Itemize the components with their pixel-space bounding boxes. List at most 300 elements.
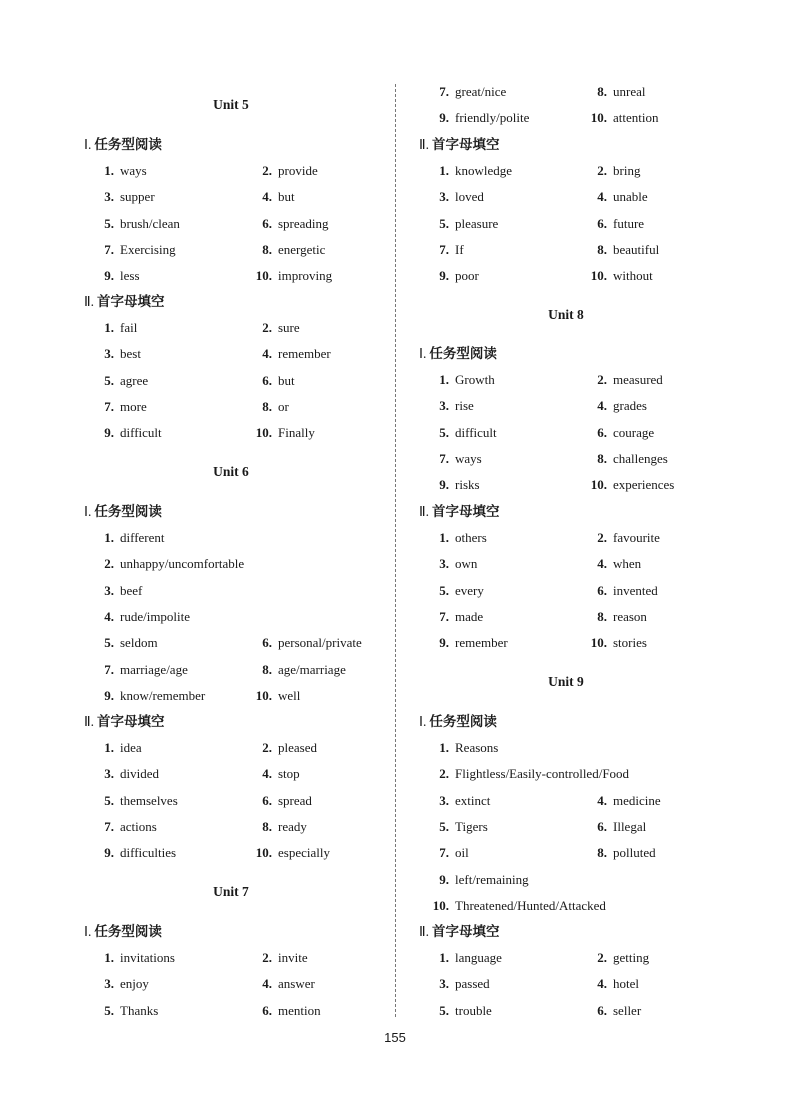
answer-text: pleased bbox=[278, 740, 317, 755]
answer-number: 2. bbox=[597, 163, 607, 178]
answer-number: 8. bbox=[597, 608, 607, 624]
answer-item bbox=[419, 268, 479, 284]
unit-title: Unit 6 bbox=[213, 464, 249, 479]
answer-text: but bbox=[278, 372, 295, 388]
answer-number: 6. bbox=[597, 215, 607, 231]
answer-number: 10. bbox=[590, 110, 607, 126]
answer-item bbox=[242, 845, 330, 861]
answer-item bbox=[242, 688, 300, 704]
answer-number: 8. bbox=[597, 450, 607, 466]
answer-number: 3. bbox=[104, 582, 114, 598]
answer-item bbox=[242, 268, 332, 284]
answer-number: 2. bbox=[104, 556, 114, 572]
section-heading bbox=[84, 714, 165, 730]
answer-number: 5. bbox=[104, 1002, 114, 1018]
answer-number: 7. bbox=[104, 241, 114, 257]
answer-number: 9. bbox=[439, 268, 449, 284]
answer-item bbox=[84, 845, 176, 861]
answer-number: 7. bbox=[439, 450, 449, 466]
answer-item bbox=[84, 163, 147, 179]
answer-item bbox=[419, 609, 483, 625]
answer-text: great/nice bbox=[455, 84, 507, 99]
answer-text: made bbox=[455, 608, 484, 624]
answer-text: supper bbox=[120, 189, 155, 205]
answer-item bbox=[84, 950, 175, 966]
answer-item bbox=[242, 662, 346, 678]
answer-text: brush/clean bbox=[120, 215, 180, 231]
answer-text: especially bbox=[278, 845, 330, 861]
answer-item bbox=[242, 740, 317, 756]
answer-item bbox=[84, 189, 155, 205]
answer-item bbox=[577, 372, 663, 388]
answer-number: 3. bbox=[439, 556, 449, 572]
section-heading bbox=[419, 137, 500, 153]
section-label: 任务型阅读 bbox=[94, 137, 162, 153]
answer-number: 4. bbox=[262, 346, 272, 362]
answer-number: 9. bbox=[439, 635, 449, 651]
answer-item bbox=[84, 635, 158, 651]
answer-number: 7. bbox=[439, 608, 449, 624]
answer-number: 9. bbox=[104, 268, 114, 284]
answer-text: trouble bbox=[455, 1002, 492, 1018]
answer-text: Growth bbox=[455, 372, 495, 387]
section-label: 首字母填空 bbox=[97, 294, 165, 310]
answer-text: enjoy bbox=[120, 976, 149, 992]
answer-text: experiences bbox=[613, 477, 675, 493]
answer-text: pleasure bbox=[455, 215, 499, 231]
answer-text: stop bbox=[278, 766, 300, 782]
answer-item bbox=[419, 216, 498, 232]
answer-text: energetic bbox=[278, 241, 326, 257]
answer-text: rude/impolite bbox=[120, 608, 191, 624]
answer-number: 3. bbox=[104, 346, 114, 362]
answer-text: Illegal bbox=[613, 818, 647, 834]
answer-number: 4. bbox=[262, 976, 272, 992]
answer-item bbox=[242, 1003, 321, 1019]
answer-number: 10. bbox=[590, 635, 607, 651]
answer-item bbox=[577, 451, 668, 467]
answer-text: Finally bbox=[278, 425, 315, 441]
answer-item bbox=[577, 845, 656, 861]
answer-item bbox=[84, 766, 159, 782]
answer-item bbox=[242, 346, 331, 362]
answer-number: 9. bbox=[439, 110, 449, 126]
section-label: 首字母填空 bbox=[97, 714, 165, 730]
answer-text: themselves bbox=[120, 792, 178, 808]
answer-item bbox=[419, 398, 474, 414]
answer-number: 10. bbox=[590, 477, 607, 493]
answer-text: remember bbox=[455, 635, 508, 651]
answer-text: polluted bbox=[613, 845, 656, 861]
answer-text: invite bbox=[278, 950, 308, 965]
answer-text: remember bbox=[278, 346, 331, 362]
answer-number: 8. bbox=[597, 241, 607, 257]
answer-item bbox=[419, 530, 487, 546]
section-heading bbox=[84, 504, 162, 520]
answer-text: less bbox=[120, 268, 140, 284]
page-number: 155 bbox=[384, 1030, 406, 1045]
answer-item bbox=[84, 399, 147, 415]
answer-text: divided bbox=[120, 766, 159, 782]
answer-number: 5. bbox=[104, 215, 114, 231]
answer-item bbox=[577, 477, 674, 493]
answer-text: more bbox=[120, 398, 147, 414]
answer-number: 4. bbox=[597, 976, 607, 992]
answer-number: 7. bbox=[439, 845, 449, 861]
section-heading bbox=[419, 504, 500, 520]
answer-item bbox=[577, 976, 639, 992]
answer-number: 10. bbox=[255, 687, 272, 703]
answer-text: knowledge bbox=[455, 163, 513, 178]
answer-text: seller bbox=[613, 1002, 642, 1018]
answer-text: If bbox=[455, 241, 464, 257]
answer-text: medicine bbox=[613, 792, 661, 808]
answer-number: 4. bbox=[262, 189, 272, 205]
answer-item bbox=[84, 1003, 158, 1019]
answer-item bbox=[242, 320, 300, 336]
answer-number: 4. bbox=[262, 766, 272, 782]
unit-title: Unit 9 bbox=[548, 674, 584, 689]
answer-item bbox=[84, 320, 137, 336]
answer-text: courage bbox=[613, 424, 655, 440]
answer-text: getting bbox=[613, 950, 650, 965]
answer-item bbox=[84, 530, 165, 546]
answer-item bbox=[577, 398, 647, 414]
answer-number: 5. bbox=[439, 582, 449, 598]
section-heading bbox=[419, 346, 497, 362]
answer-item bbox=[577, 530, 660, 546]
answer-item bbox=[242, 163, 318, 179]
answer-item bbox=[577, 556, 641, 572]
answer-number: 6. bbox=[262, 635, 272, 651]
section-label: 任务型阅读 bbox=[94, 924, 162, 940]
answer-number: 2. bbox=[262, 163, 272, 178]
answer-number: 5. bbox=[104, 792, 114, 808]
answer-text: challenges bbox=[613, 450, 668, 466]
answer-text: different bbox=[120, 530, 165, 545]
answer-item bbox=[419, 425, 497, 441]
answer-item bbox=[84, 688, 205, 704]
answer-item bbox=[84, 740, 142, 756]
answer-item bbox=[577, 950, 649, 966]
answer-item bbox=[242, 425, 315, 441]
answer-number: 8. bbox=[597, 84, 607, 99]
answer-item bbox=[242, 216, 329, 232]
answer-text: difficult bbox=[120, 425, 162, 441]
answer-number: 1. bbox=[104, 163, 114, 178]
answer-item bbox=[577, 110, 659, 126]
answer-item bbox=[419, 1003, 492, 1019]
answer-text: favourite bbox=[613, 530, 660, 545]
answer-item bbox=[242, 793, 312, 809]
answer-item bbox=[242, 950, 308, 966]
answer-item bbox=[84, 609, 190, 625]
answer-number: 8. bbox=[597, 845, 607, 861]
section-numeral: Ⅱ. bbox=[419, 504, 430, 519]
unit-title: Unit 5 bbox=[213, 97, 249, 112]
answer-text: ways bbox=[455, 450, 482, 466]
answer-number: 6. bbox=[597, 818, 607, 834]
answer-number: 9. bbox=[439, 477, 449, 493]
answer-item bbox=[242, 976, 315, 992]
answer-text: reason bbox=[613, 608, 647, 624]
answer-number: 1. bbox=[439, 530, 449, 545]
answer-item bbox=[577, 819, 646, 835]
answer-item bbox=[419, 242, 464, 258]
answer-number: 1. bbox=[439, 740, 449, 755]
answer-item bbox=[84, 268, 140, 284]
answer-item bbox=[419, 845, 469, 861]
unit-title: Unit 7 bbox=[213, 884, 249, 899]
section-heading bbox=[84, 294, 165, 310]
answer-item bbox=[577, 268, 653, 284]
answer-text: future bbox=[613, 215, 645, 231]
answer-text: when bbox=[613, 556, 642, 572]
answer-number: 3. bbox=[439, 792, 449, 808]
answer-text: rise bbox=[455, 398, 474, 414]
answer-text: agree bbox=[120, 372, 149, 388]
answer-item bbox=[577, 163, 640, 179]
section-label: 首字母填空 bbox=[432, 924, 500, 940]
answer-item bbox=[84, 793, 178, 809]
section-heading bbox=[84, 137, 162, 153]
answer-item bbox=[84, 216, 180, 232]
section-numeral: Ⅱ. bbox=[84, 714, 95, 729]
answer-number: 7. bbox=[439, 84, 449, 99]
answer-number: 1. bbox=[104, 530, 114, 545]
answer-number: 8. bbox=[262, 398, 272, 414]
section-numeral: Ⅰ. bbox=[84, 504, 92, 519]
answer-number: 2. bbox=[597, 950, 607, 965]
answer-text: hotel bbox=[613, 976, 639, 992]
answer-number: 6. bbox=[597, 424, 607, 440]
answer-number: 6. bbox=[597, 582, 607, 598]
answer-text: improving bbox=[278, 268, 333, 284]
answer-item bbox=[419, 898, 606, 914]
answer-text: beautiful bbox=[613, 241, 660, 257]
answer-text: grades bbox=[613, 398, 647, 414]
answer-number: 7. bbox=[439, 241, 449, 257]
section-heading bbox=[419, 714, 497, 730]
answer-number: 10. bbox=[590, 268, 607, 284]
answer-number: 2. bbox=[597, 372, 607, 387]
answer-item bbox=[242, 373, 295, 389]
section-numeral: Ⅱ. bbox=[419, 924, 430, 939]
answer-text: every bbox=[455, 582, 484, 598]
answer-text: well bbox=[278, 687, 301, 703]
section-label: 任务型阅读 bbox=[429, 714, 497, 730]
answer-number: 7. bbox=[104, 661, 114, 677]
answer-item bbox=[577, 1003, 641, 1019]
answer-text: Threatened/Hunted/Attacked bbox=[455, 897, 606, 913]
answer-text: others bbox=[455, 530, 487, 545]
answer-item bbox=[242, 242, 325, 258]
answer-number: 8. bbox=[262, 818, 272, 834]
answer-text: best bbox=[120, 346, 141, 362]
answer-item bbox=[84, 583, 142, 599]
answer-number: 9. bbox=[104, 845, 114, 861]
answer-number: 1. bbox=[104, 320, 114, 335]
answer-item bbox=[419, 583, 484, 599]
answer-item bbox=[84, 976, 149, 992]
answer-text: age/marriage bbox=[278, 661, 346, 677]
answer-item bbox=[419, 163, 512, 179]
answer-item bbox=[419, 189, 484, 205]
answer-number: 3. bbox=[104, 189, 114, 205]
answer-text: Thanks bbox=[120, 1002, 159, 1018]
answer-item bbox=[577, 242, 659, 258]
answer-item bbox=[242, 635, 362, 651]
answer-number: 7. bbox=[104, 398, 114, 414]
answer-text: Flightless/Easily-controlled/Food bbox=[455, 766, 630, 782]
answer-item bbox=[577, 425, 654, 441]
answer-text: personal/private bbox=[278, 635, 362, 651]
answer-text: answer bbox=[278, 976, 315, 992]
answer-text: mention bbox=[278, 1002, 321, 1018]
answer-number: 4. bbox=[104, 608, 114, 624]
answer-text: bring bbox=[613, 163, 641, 178]
answer-number: 5. bbox=[104, 635, 114, 651]
answer-number: 1. bbox=[104, 740, 114, 755]
answer-number: 9. bbox=[104, 425, 114, 441]
answer-number: 1. bbox=[439, 950, 449, 965]
answer-item bbox=[419, 976, 490, 992]
answer-item bbox=[577, 216, 644, 232]
answer-number: 4. bbox=[597, 189, 607, 205]
answer-text: friendly/polite bbox=[455, 110, 530, 126]
answer-text: Exercising bbox=[120, 241, 176, 257]
answer-item bbox=[84, 662, 188, 678]
answer-item bbox=[419, 477, 480, 493]
answer-text: idea bbox=[120, 740, 142, 755]
answer-text: actions bbox=[120, 818, 157, 834]
answer-number: 2. bbox=[262, 320, 272, 335]
answer-text: fail bbox=[120, 320, 138, 335]
answer-text: oil bbox=[455, 845, 469, 861]
answer-item bbox=[577, 635, 647, 651]
answer-number: 3. bbox=[439, 189, 449, 205]
answer-item bbox=[242, 189, 295, 205]
answer-number: 5. bbox=[439, 818, 449, 834]
answer-item bbox=[577, 583, 658, 599]
section-numeral: Ⅰ. bbox=[84, 924, 92, 939]
answer-text: left/remaining bbox=[455, 871, 529, 887]
answer-number: 9. bbox=[104, 687, 114, 703]
answer-text: invented bbox=[613, 582, 658, 598]
answer-number: 6. bbox=[262, 372, 272, 388]
answer-number: 2. bbox=[597, 530, 607, 545]
answer-text: Tigers bbox=[455, 818, 488, 834]
answer-text: extinct bbox=[455, 792, 491, 808]
unit-title: Unit 8 bbox=[548, 307, 584, 322]
answer-text: Reasons bbox=[455, 740, 499, 755]
answer-text: own bbox=[455, 556, 478, 572]
answer-item bbox=[242, 399, 289, 415]
answer-text: ready bbox=[278, 818, 307, 834]
answer-item bbox=[419, 766, 629, 782]
answer-text: seldom bbox=[120, 635, 158, 651]
answer-number: 3. bbox=[439, 976, 449, 992]
section-label: 任务型阅读 bbox=[94, 504, 162, 520]
answer-text: without bbox=[613, 268, 653, 284]
answer-item bbox=[419, 110, 529, 126]
answer-number: 4. bbox=[597, 398, 607, 414]
answer-item bbox=[419, 819, 488, 835]
answer-item bbox=[577, 84, 645, 100]
answer-item bbox=[577, 189, 648, 205]
answer-number: 10. bbox=[432, 897, 449, 913]
section-heading bbox=[84, 924, 162, 940]
section-numeral: Ⅰ. bbox=[419, 346, 427, 361]
answer-text: measured bbox=[613, 372, 663, 387]
answer-text: difficult bbox=[455, 424, 497, 440]
answer-item bbox=[419, 84, 506, 100]
answer-item bbox=[84, 373, 148, 389]
answer-item bbox=[242, 819, 307, 835]
answer-item bbox=[419, 451, 482, 467]
answer-item bbox=[84, 346, 141, 362]
answer-text: passed bbox=[455, 976, 490, 992]
section-heading bbox=[419, 924, 500, 940]
answer-text: sure bbox=[278, 320, 300, 335]
answer-text: invitations bbox=[120, 950, 175, 965]
answer-number: 9. bbox=[439, 871, 449, 887]
answer-item bbox=[84, 242, 176, 258]
answer-number: 2. bbox=[262, 740, 272, 755]
answer-number: 8. bbox=[262, 241, 272, 257]
answer-item bbox=[419, 635, 508, 651]
answer-number: 1. bbox=[439, 372, 449, 387]
answer-item bbox=[577, 609, 647, 625]
section-numeral: Ⅱ. bbox=[84, 294, 95, 309]
answer-number: 7. bbox=[104, 818, 114, 834]
answer-number: 6. bbox=[262, 792, 272, 808]
answer-item bbox=[84, 425, 162, 441]
answer-text: spreading bbox=[278, 215, 329, 231]
answer-number: 10. bbox=[255, 425, 272, 441]
answer-number: 8. bbox=[262, 661, 272, 677]
answer-text: loved bbox=[455, 189, 484, 205]
answer-number: 3. bbox=[439, 398, 449, 414]
answer-number: 5. bbox=[439, 215, 449, 231]
answer-text: poor bbox=[455, 268, 479, 284]
answer-number: 6. bbox=[262, 1002, 272, 1018]
answer-item bbox=[419, 950, 502, 966]
section-numeral: Ⅰ. bbox=[84, 137, 92, 152]
column-divider bbox=[395, 84, 396, 1017]
answer-number: 5. bbox=[439, 1002, 449, 1018]
section-label: 首字母填空 bbox=[432, 137, 500, 153]
answer-item bbox=[84, 819, 157, 835]
answer-text: unhappy/uncomfortable bbox=[120, 556, 245, 572]
answer-item bbox=[242, 766, 300, 782]
answer-number: 1. bbox=[104, 950, 114, 965]
answer-number: 4. bbox=[597, 556, 607, 572]
answer-number: 3. bbox=[104, 766, 114, 782]
answer-number: 1. bbox=[439, 163, 449, 178]
answer-item bbox=[419, 372, 495, 388]
answer-item bbox=[419, 740, 498, 756]
answer-number: 10. bbox=[255, 845, 272, 861]
answer-text: language bbox=[455, 950, 502, 965]
answer-item bbox=[84, 556, 244, 572]
answer-item bbox=[419, 556, 477, 572]
answer-text: unable bbox=[613, 189, 648, 205]
answer-text: beef bbox=[120, 582, 143, 598]
answer-number: 6. bbox=[262, 215, 272, 231]
answer-text: attention bbox=[613, 110, 659, 126]
answer-text: marriage/age bbox=[120, 661, 188, 677]
